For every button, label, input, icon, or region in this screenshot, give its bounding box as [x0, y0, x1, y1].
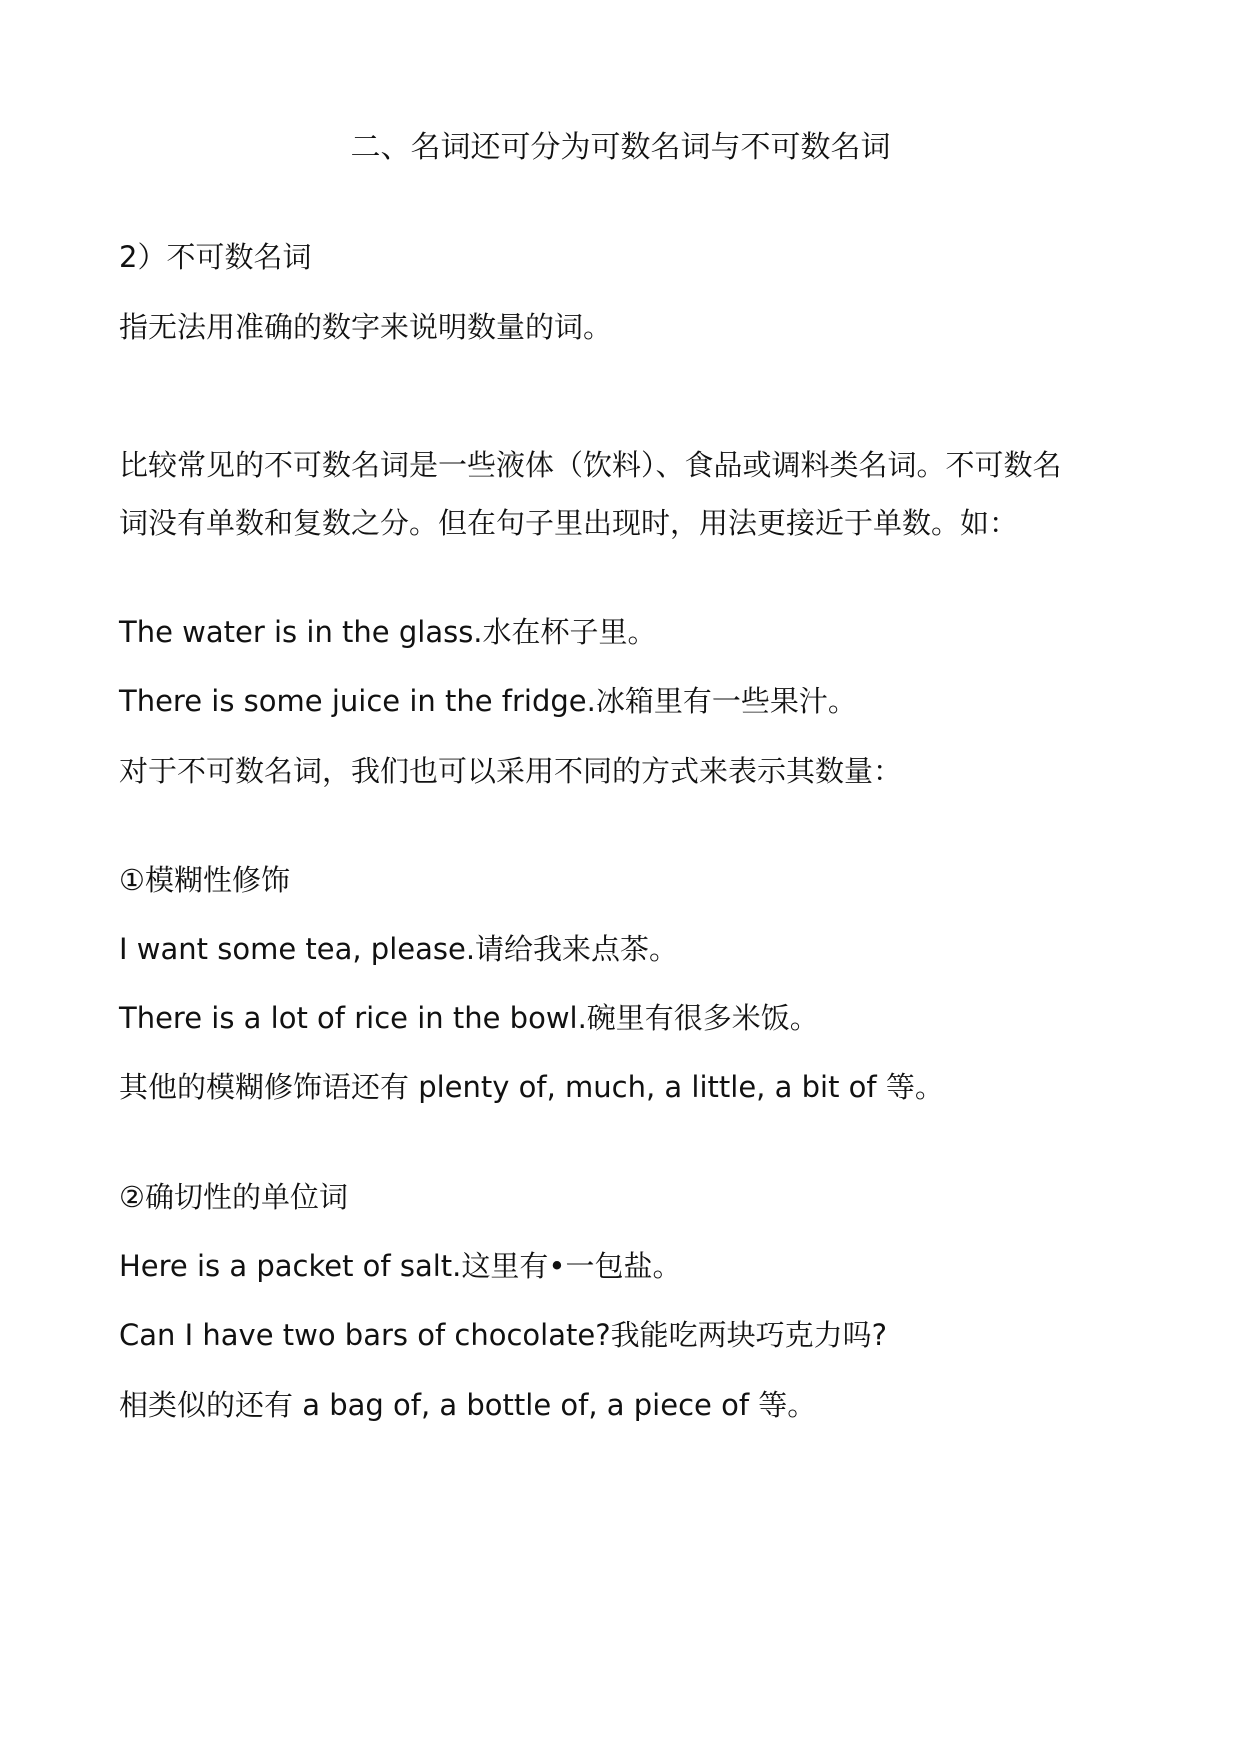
example-sentence: There is a lot of rice in the bowl.碗里有很多米饭。 [119, 1001, 819, 1035]
example-sentence: Can I have two bars of chocolate?我能吃两块巧克力吗? [119, 1318, 887, 1352]
definition-text: 指无法用准确的数字来说明数量的词。 [119, 310, 613, 344]
exact-units-note: 相类似的还有 a bag of, a bottle of, a piece of 等。 [119, 1388, 817, 1422]
quantity-intro-text: 对于不可数名词，我们也可以采用不同的方式来表示其数量： [119, 754, 903, 788]
intro-paragraph-line-1: 比较常见的不可数名词是一些液体（饮料）、食品或调料类名词。不可数名 [119, 448, 1062, 482]
vague-modifiers-heading: ①模糊性修饰 [119, 863, 290, 897]
example-sentence: Here is a packet of salt.这里有•一包盐。 [119, 1249, 682, 1283]
section-heading: 2）不可数名词 [119, 240, 312, 274]
intro-paragraph-line-2: 词没有单数和复数之分。但在句子里出现时，用法更接近于单数。如： [119, 506, 1019, 540]
vague-modifiers-note: 其他的模糊修饰语还有 plenty of, much, a little, a bit of 等。 [119, 1070, 944, 1104]
document-title: 二、名词还可分为可数名词与不可数名词 [350, 130, 891, 165]
exact-units-heading: ②确切性的单位词 [119, 1180, 348, 1214]
example-sentence: I want some tea, please.请给我来点茶。 [119, 932, 679, 966]
example-sentence: There is some juice in the fridge.冰箱里有一些果汁。 [119, 684, 857, 718]
example-sentence: The water is in the glass.水在杯子里。 [119, 615, 657, 649]
